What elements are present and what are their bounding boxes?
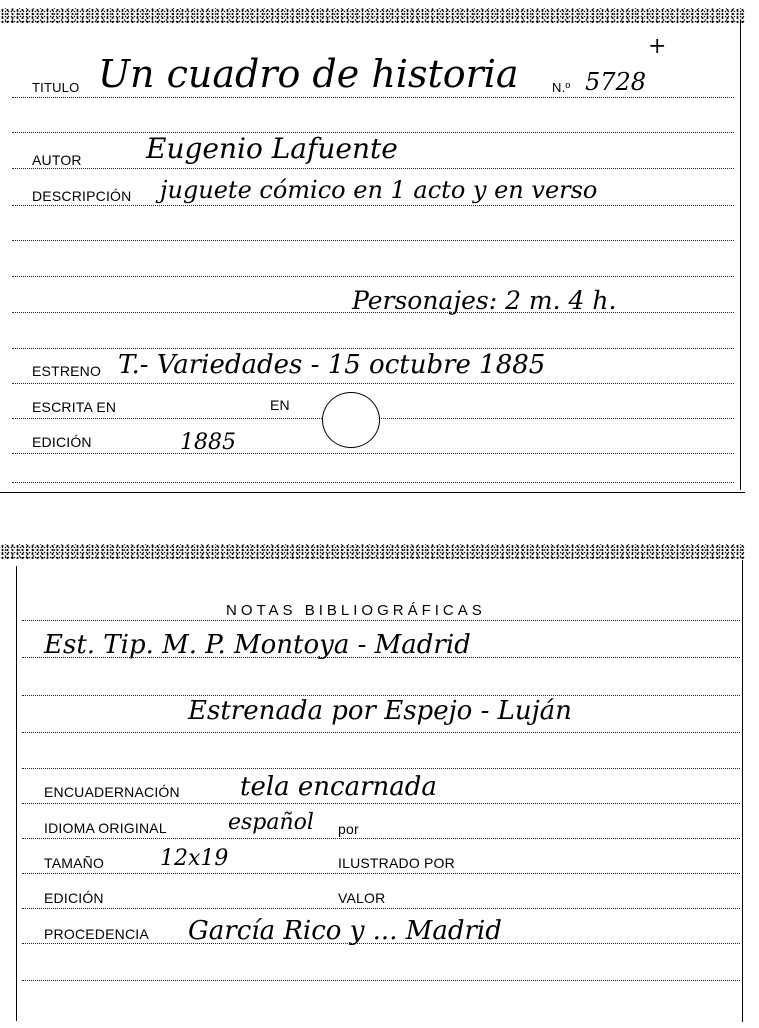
tamano-value: 12x19	[160, 846, 229, 871]
procedencia-label: PROCEDENCIA	[44, 926, 149, 942]
stamp-circle	[322, 392, 380, 448]
numero-value: 5728	[585, 68, 647, 96]
ruled-line	[22, 732, 740, 733]
tamano-label: TAMAÑO	[44, 855, 105, 871]
descripcion-label: DESCRIPCIÓN	[32, 188, 132, 204]
escrita-en-label: ESCRITA EN	[32, 399, 117, 415]
idioma-label: IDIOMA ORIGINAL	[44, 820, 167, 836]
ruled-line	[22, 620, 740, 621]
edicion-value: 1885	[180, 430, 236, 455]
ruled-line	[22, 980, 740, 981]
ruled-line	[22, 873, 740, 874]
notas-line-1: Est. Tip. M. P. Montoya - Madrid	[44, 630, 471, 660]
ruled-line	[12, 97, 734, 98]
edicion-back-label: EDICIÓN	[44, 890, 104, 906]
ruled-line	[12, 168, 734, 169]
ruled-line	[12, 205, 734, 206]
autor-label: AUTOR	[32, 152, 82, 168]
ruled-line	[12, 348, 734, 349]
ruled-line	[22, 908, 740, 909]
card-back	[0, 540, 759, 1028]
ruled-line	[12, 276, 734, 277]
ruled-line	[12, 453, 734, 454]
descripcion-value: juguete cómico en 1 acto y en verso	[160, 176, 598, 204]
ruled-line	[22, 838, 740, 839]
notas-line-2: Estrenada por Espejo - Luján	[188, 696, 572, 726]
procedencia-value: García Rico y ... Madrid	[188, 916, 502, 946]
ruled-line	[22, 768, 740, 769]
encuadernacion-value: tela encarnada	[240, 772, 437, 802]
encuadernacion-label: ENCUADERNACIÓN	[44, 784, 180, 800]
por-label: por	[338, 821, 359, 837]
notas-heading: NOTAS BIBLIOGRÁFICAS	[226, 602, 486, 619]
estreno-value: T.- Variedades - 15 octubre 1885	[118, 350, 546, 380]
ruled-line	[12, 383, 734, 384]
card-front-bottom-edge	[0, 492, 745, 493]
estreno-label: ESTRENO	[32, 363, 102, 379]
card-back-right-edge	[742, 560, 743, 1022]
en-label: EN	[270, 397, 290, 413]
valor-label: VALOR	[338, 890, 386, 906]
card-back-left-edge	[16, 566, 17, 1021]
titulo-label: TITULO	[32, 80, 80, 95]
ruled-line	[12, 482, 734, 483]
autor-value: Eugenio Lafuente	[146, 132, 398, 165]
ilustrado-label: ILUSTRADO POR	[338, 855, 455, 871]
card-front	[0, 0, 759, 500]
personajes-value: Personajes: 2 m. 4 h.	[352, 286, 617, 315]
titulo-value: Un cuadro de historia	[98, 52, 519, 96]
numero-label: N.º	[552, 80, 571, 95]
numero-mark: +	[648, 34, 667, 59]
card-front-right-edge	[740, 20, 741, 490]
idioma-value: español	[228, 810, 314, 835]
ruled-line	[22, 803, 740, 804]
ruled-line	[12, 240, 734, 241]
edicion-label: EDICIÓN	[32, 434, 92, 450]
